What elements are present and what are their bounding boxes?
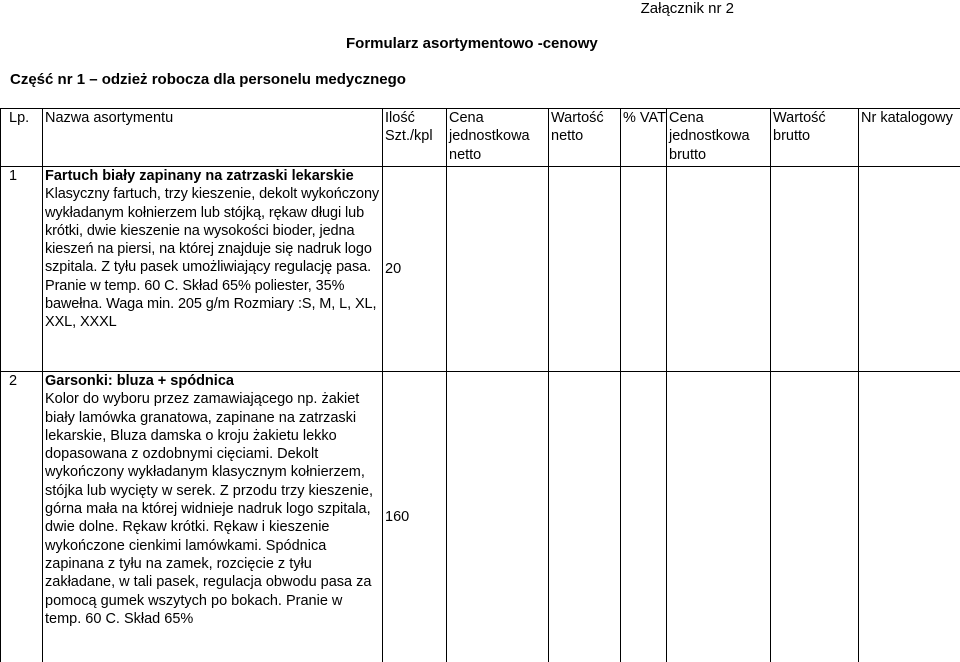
row-unit-net-cell[interactable]: [447, 372, 549, 662]
item-description: Kolor do wyboru przez zamawiającego np. żakiet biały lamówka granatowa, zapinane na zatrzaski lekarskie, Bluza damska o kroju żakietu lekko dopasowana z ozdobnymi cięciami. Dekolt wykończony wykładanym klasycznym kołnierzem, stójka lub wycięty w serek. Z przodu trzy kieszenie, górna mała na której widnieje nadruk logo szpitala, dwie dolne. Rękaw krótki. Rękaw i kieszenie wykończone cienkimi lamówkami. Spódnica zapinana z tyłu na zamek, rozcięcie z tyłu zakładane, w tali pasek, regulacja obwodu pasa za pomocą gumek wszytych po bokach. Pranie w temp. 60 C. Skład 65%: [45, 390, 382, 628]
part-title: Część nr 1 – odzież robocza dla personelu medycznego: [10, 71, 406, 88]
item-title: Fartuch biały zapinany na zatrzaski lekarskie: [45, 167, 382, 185]
row-vat-cell[interactable]: [621, 372, 667, 662]
table-header-row: [1, 109, 960, 167]
item-description: Klasyczny fartuch, trzy kieszenie, dekolt wykończony wykładanym kołnierzem lub stójką, rękaw długi lub krótki, dwie kieszenie na wysokości bioder, jedna kieszeń na piersi, na której znajduje się nadruk logo szpitala. Z tyłu pasek umożliwiający regulację pasa. Pranie w temp. 60 C. Skład 65% poliester, 35% bawełna. Waga min. 205 g/m Rozmiary :S, M, L, XL, XXL, XXXL: [45, 185, 382, 331]
table-row: [1, 372, 960, 662]
row-value-net-cell[interactable]: [549, 372, 621, 662]
row-catalog-cell[interactable]: [859, 167, 960, 372]
row-vat-cell[interactable]: [621, 167, 667, 372]
col-value-net: Wartość netto: [549, 109, 621, 167]
row-unit-gross-cell[interactable]: [667, 372, 771, 662]
row-qty: 20: [383, 167, 447, 372]
row-name-cell: [43, 372, 383, 662]
row-name-cell: [43, 167, 383, 372]
row-qty: 160: [383, 372, 447, 662]
item-title: Garsonki: bluza + spódnica: [45, 372, 382, 390]
row-value-gross-cell[interactable]: [771, 167, 859, 372]
row-unit-gross-cell[interactable]: [667, 167, 771, 372]
row-lp: 1: [1, 167, 43, 372]
col-lp: Lp.: [1, 109, 43, 167]
row-value-gross-cell[interactable]: [771, 372, 859, 662]
col-unit-net: Cena jednostkowa netto: [447, 109, 549, 167]
row-lp: 2: [1, 372, 43, 662]
col-catalog: Nr katalogowy: [859, 109, 960, 167]
row-value-net-cell[interactable]: [549, 167, 621, 372]
col-qty: Ilość Szt./kpl: [383, 109, 447, 167]
form-title: Formularz asortymentowo -cenowy: [346, 35, 598, 52]
annex-label: Załącznik nr 2: [641, 0, 734, 17]
col-value-gross: Wartość brutto: [771, 109, 859, 167]
col-vat: % VAT: [621, 109, 667, 167]
col-unit-gross: Cena jednostkowa brutto: [667, 109, 771, 167]
table-row: [1, 167, 960, 372]
assortment-table: [0, 108, 960, 662]
row-unit-net-cell[interactable]: [447, 167, 549, 372]
col-name: Nazwa asortymentu: [43, 109, 383, 167]
row-catalog-cell[interactable]: [859, 372, 960, 662]
